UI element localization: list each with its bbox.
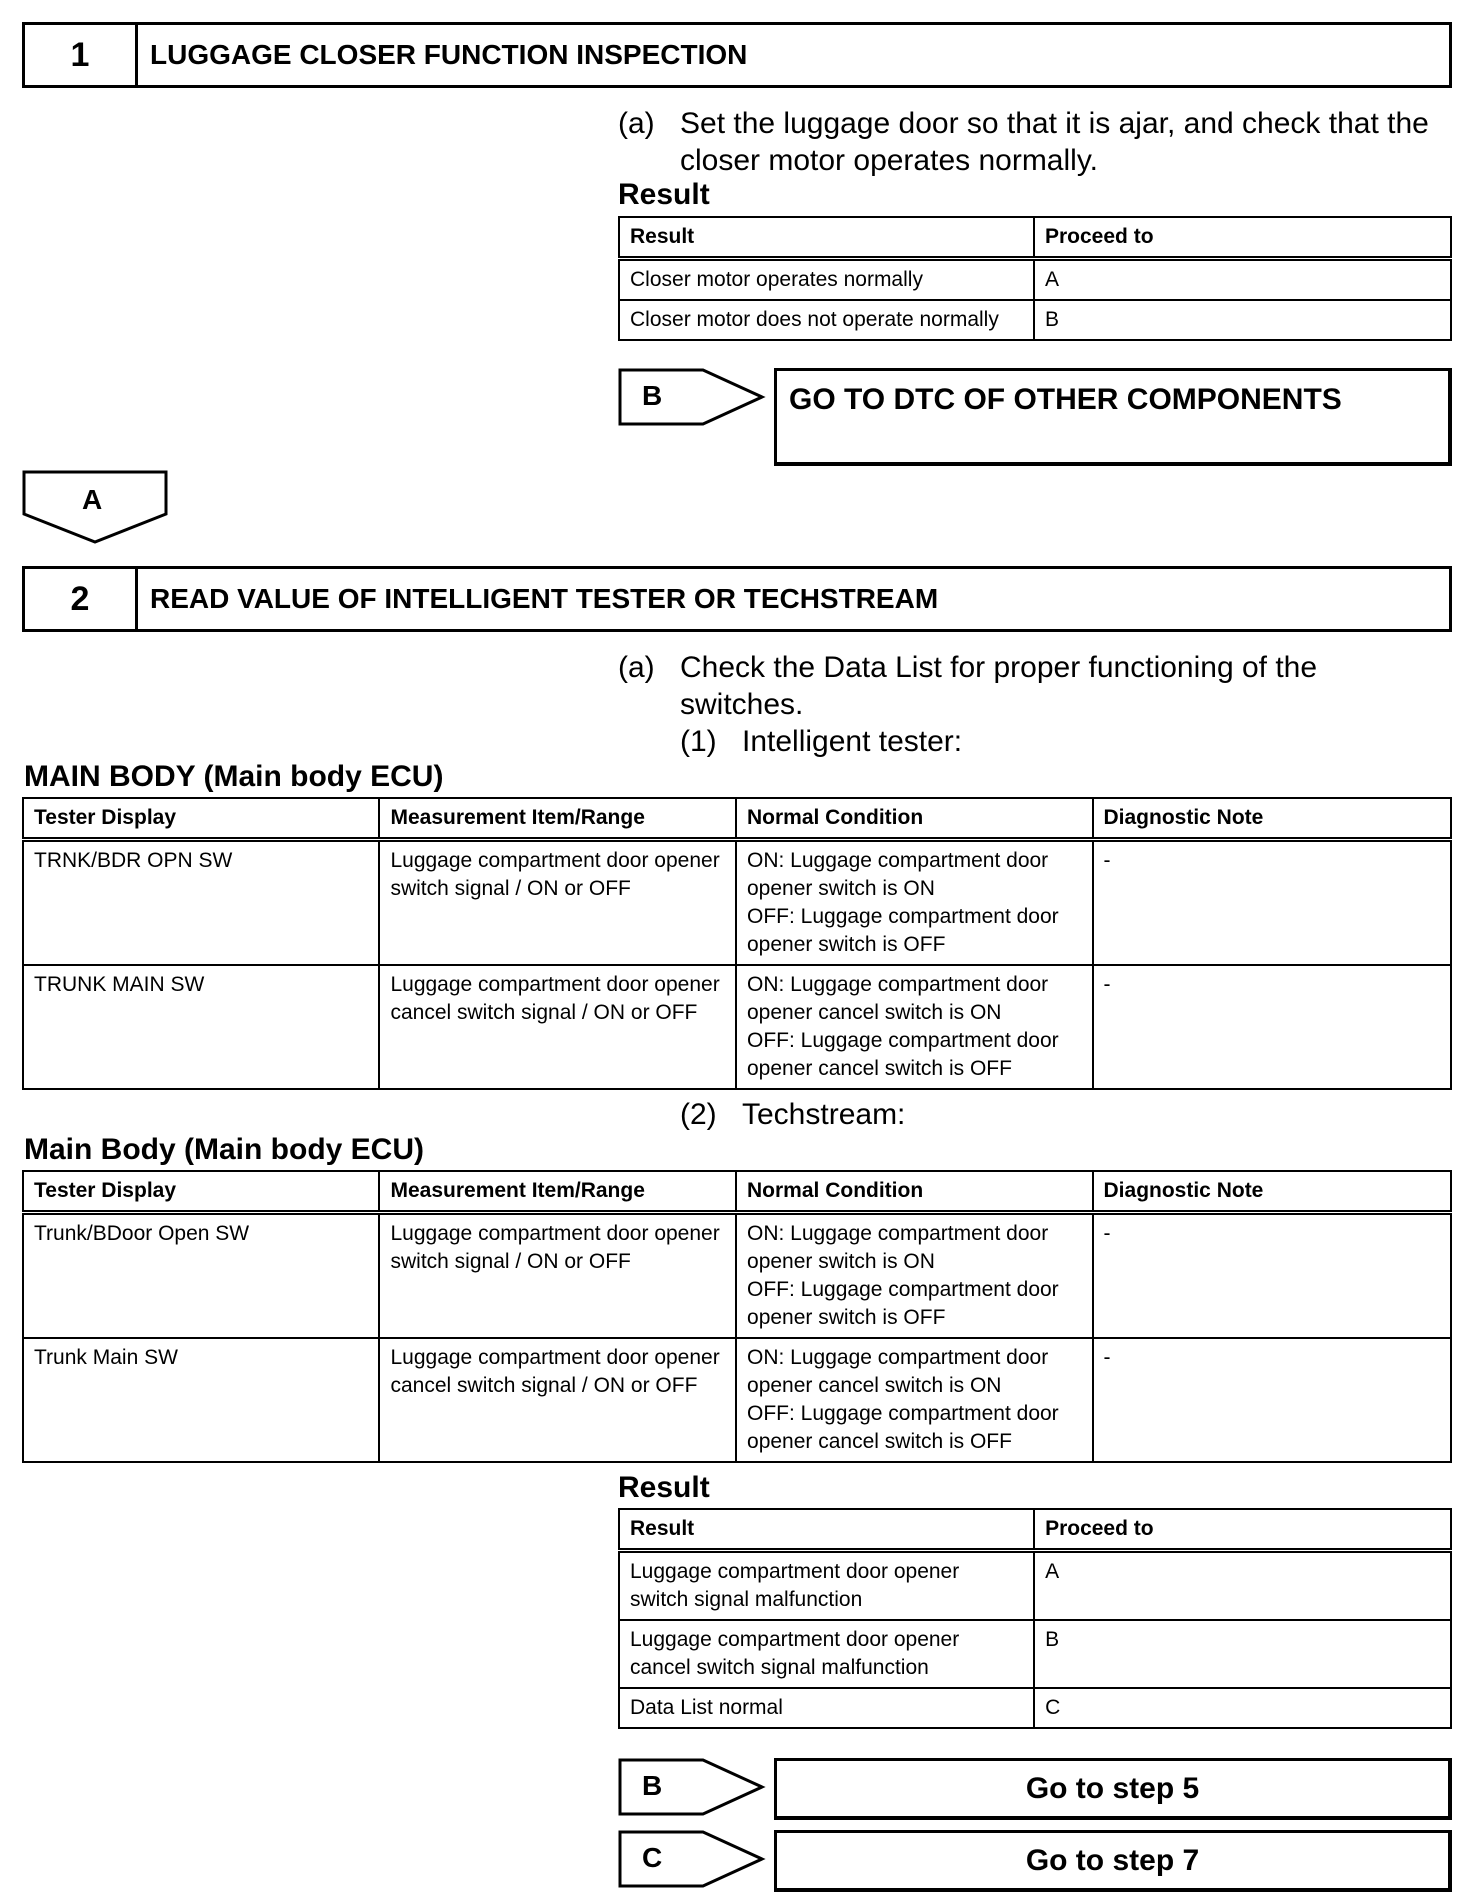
- table-row: [619, 259, 1451, 301]
- instruction-label: (a): [618, 107, 655, 140]
- table-cell: Closer motor operates normally: [619, 259, 1034, 301]
- table-cell: Luggage compartment door opener cancel switch signal malfunction: [619, 1620, 1034, 1688]
- branch-c-target[interactable]: [774, 1830, 1452, 1892]
- step-number: 2: [25, 569, 138, 629]
- table-row: [23, 840, 1451, 966]
- table-cell: Luggage compartment door opener cancel switch signal / ON or OFF: [379, 965, 736, 1089]
- table-header-row: [23, 798, 1451, 840]
- table-cell: ON: Luggage compartment door opener switch is ON OFF: Luggage compartment door opener switch is OFF: [736, 1213, 1093, 1339]
- result-heading: Result: [618, 1471, 710, 1504]
- table-cell: Luggage compartment door opener cancel switch signal / ON or OFF: [379, 1338, 736, 1462]
- instruction-text: Check the Data List for proper functioning of the switches.: [680, 651, 1318, 721]
- instruction-label: (a): [618, 651, 655, 684]
- header-cell: Proceed to: [1034, 1509, 1451, 1551]
- table-cell: Trunk Main SW: [23, 1338, 379, 1462]
- right-arrow-shape: [618, 368, 768, 426]
- branch-target-text: GO TO DTC OF OTHER COMPONENTS: [789, 383, 1342, 416]
- branch-label: C: [642, 1842, 663, 1873]
- step-2-instruction: [618, 649, 1458, 729]
- table-cell: -: [1093, 1338, 1451, 1462]
- table-header-row: [619, 217, 1451, 259]
- step-1-result-table: [618, 216, 1452, 341]
- header-cell: Result: [619, 1509, 1034, 1551]
- header-cell: Result: [619, 217, 1034, 259]
- sub-step-label: (1): [680, 725, 717, 758]
- header-cell: Tester Display: [23, 1171, 379, 1213]
- header-cell: Normal Condition: [736, 798, 1093, 840]
- table-cell: -: [1093, 1213, 1451, 1339]
- branch-b-arrow: [618, 1758, 768, 1816]
- table-cell: ON: Luggage compartment door opener cancel switch is ON OFF: Luggage compartment door opener cancel switch is OFF: [736, 1338, 1093, 1462]
- table-row: [619, 300, 1451, 340]
- table-1-heading: MAIN BODY (Main body ECU): [24, 760, 444, 793]
- table-cell: -: [1093, 965, 1452, 1089]
- sub-step-text: Intelligent tester:: [742, 725, 963, 758]
- branch-label: B: [642, 1770, 663, 1801]
- table-row: [619, 1688, 1451, 1728]
- table-row: [619, 1620, 1451, 1688]
- header-cell: Tester Display: [23, 798, 379, 840]
- table-cell: Trunk/BDoor Open SW: [23, 1213, 379, 1339]
- step-number: 1: [25, 25, 138, 85]
- table-row: [23, 1338, 1451, 1462]
- header-cell: Diagnostic Note: [1093, 1171, 1451, 1213]
- branch-a-arrow: [22, 470, 168, 544]
- data-list-table-2: [22, 1170, 1452, 1463]
- table-row: [23, 965, 1451, 1089]
- branch-b-target[interactable]: [774, 1758, 1452, 1820]
- table-cell: TRUNK MAIN SW: [23, 965, 379, 1089]
- step-1-instruction: [618, 105, 1458, 185]
- table-cell: C: [1034, 1688, 1451, 1728]
- table-cell: A: [1034, 1551, 1451, 1621]
- branch-target-text: Go to step 5: [1025, 1771, 1200, 1805]
- right-arrow-shape: [618, 1758, 768, 1816]
- table-cell: TRNK/BDR OPN SW: [23, 840, 379, 966]
- table-header-row: [619, 1509, 1451, 1551]
- table-cell: Luggage compartment door opener switch signal malfunction: [619, 1551, 1034, 1621]
- instruction-text: Set the luggage door so that it is ajar, and check that the closer motor operates normally.: [680, 107, 1429, 177]
- table-cell: Luggage compartment door opener switch signal / ON or OFF: [379, 840, 736, 966]
- table-row: [23, 1213, 1451, 1339]
- table-cell: B: [1034, 1620, 1451, 1688]
- result-heading: Result: [618, 178, 710, 211]
- table-cell: Luggage compartment door opener switch signal / ON or OFF: [379, 1213, 736, 1339]
- table-cell: Closer motor does not operate normally: [619, 300, 1034, 340]
- step-1-header: [22, 22, 1452, 88]
- table-cell: ON: Luggage compartment door opener cancel switch is ON OFF: Luggage compartment door opener cancel switch is OFF: [736, 965, 1093, 1089]
- sub-step-1: [680, 723, 1180, 763]
- branch-b-target: [774, 368, 1452, 466]
- right-arrow-shape: [618, 1830, 768, 1888]
- sub-step-2: [680, 1096, 1180, 1136]
- branch-b-arrow: [618, 368, 768, 426]
- step-2-result-table: [618, 1508, 1452, 1729]
- branch-label: A: [82, 484, 103, 515]
- table-cell: B: [1034, 300, 1451, 340]
- branch-label: B: [642, 380, 663, 411]
- branch-target-text: Go to step 7: [1025, 1843, 1200, 1877]
- step-title: LUGGAGE CLOSER FUNCTION INSPECTION: [150, 39, 748, 70]
- data-list-table-1: [22, 797, 1452, 1090]
- header-cell: Normal Condition: [736, 1171, 1093, 1213]
- table-cell: A: [1034, 259, 1451, 301]
- sub-step-text: Techstream:: [742, 1098, 906, 1131]
- header-cell: Diagnostic Note: [1093, 798, 1452, 840]
- header-cell: Proceed to: [1034, 217, 1451, 259]
- table-header-row: [23, 1171, 1451, 1213]
- table-cell: -: [1093, 840, 1452, 966]
- table-row: [619, 1551, 1451, 1621]
- step-2-header: [22, 566, 1452, 632]
- table-cell: ON: Luggage compartment door opener switch is ON OFF: Luggage compartment door opener switch is OFF: [736, 840, 1093, 966]
- header-cell: Measurement Item/Range: [379, 1171, 736, 1213]
- table-cell: Data List normal: [619, 1688, 1034, 1728]
- sub-step-label: (2): [680, 1098, 717, 1131]
- header-cell: Measurement Item/Range: [379, 798, 736, 840]
- branch-c-arrow: [618, 1830, 768, 1888]
- table-2-heading: Main Body (Main body ECU): [24, 1133, 424, 1166]
- step-title: READ VALUE OF INTELLIGENT TESTER OR TECHSTREAM: [150, 583, 939, 614]
